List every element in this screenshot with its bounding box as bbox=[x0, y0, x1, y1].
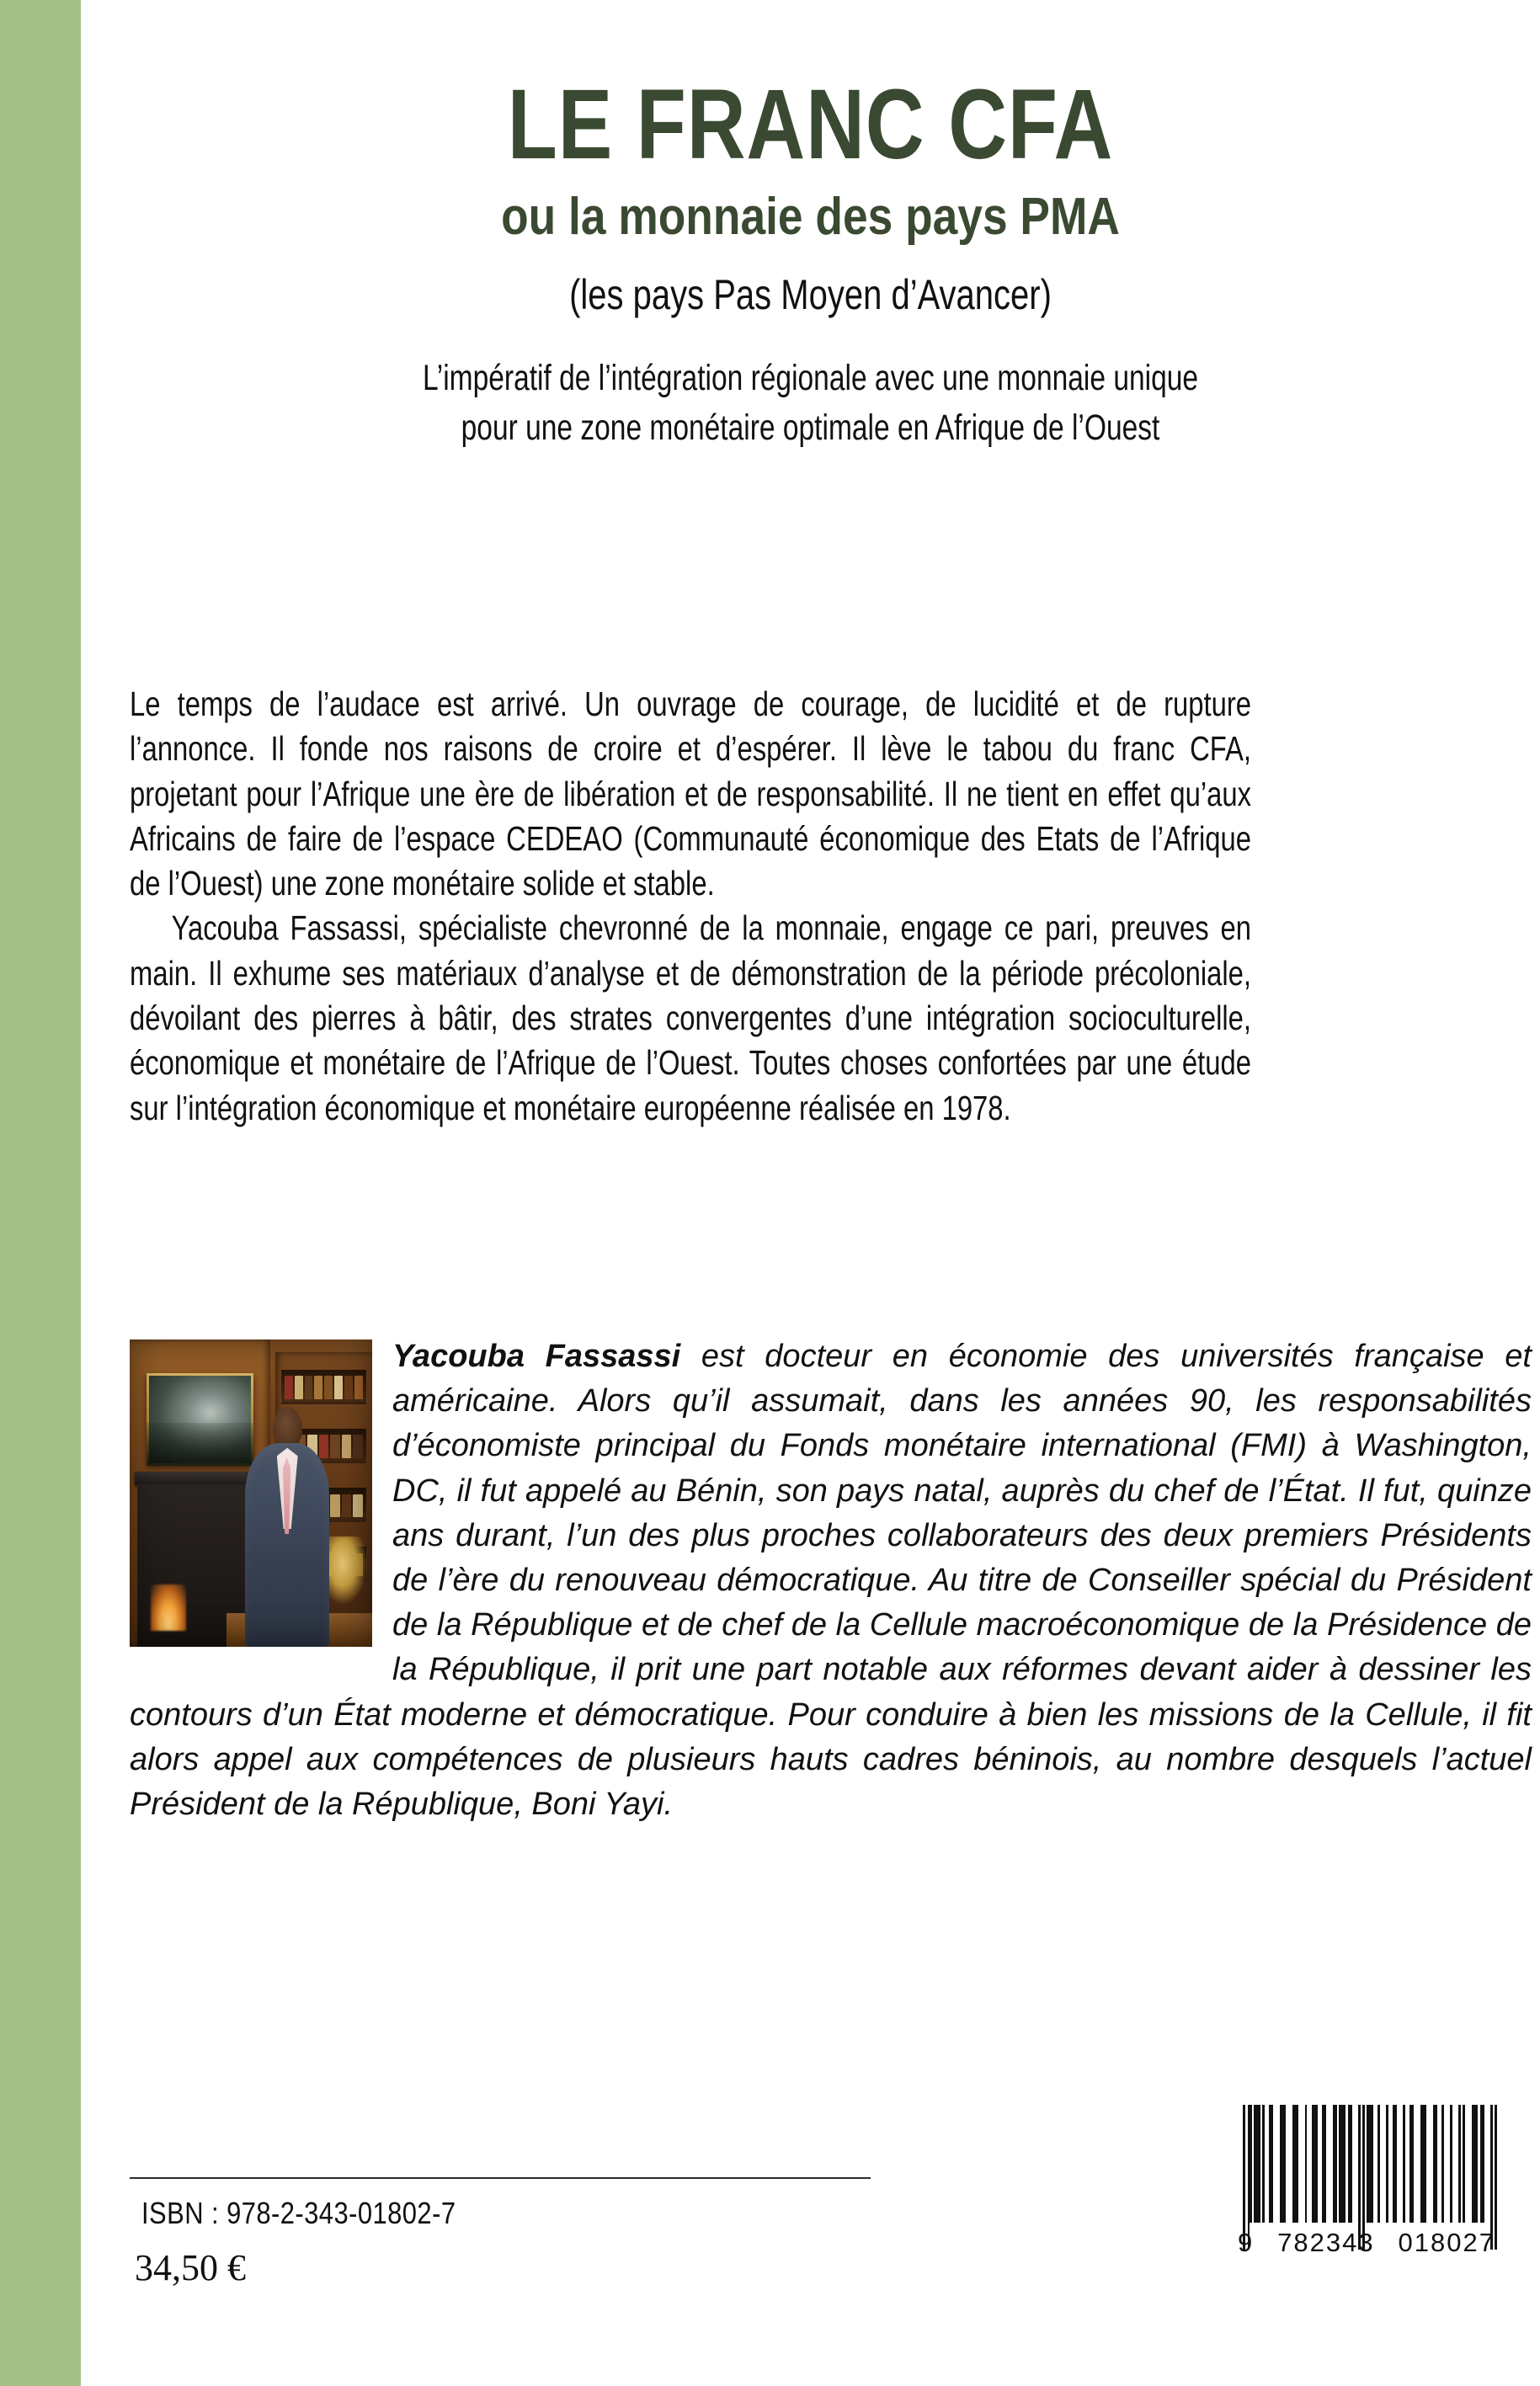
price-text: 34,50 € bbox=[135, 2247, 246, 2288]
blurb-paragraph-1: Le temps de l’audace est arrivé. Un ouvrage de courage, de lucidité et de rupture l’annonce. Il fonde nos raisons de croire et d’espérer. Il lève le tabou du franc CFA, projetant pour l’Afrique une ère de libération et de responsabilité. Il ne tient en effet qu’aux Africains de faire de l’espace CEDEAO (Communauté économique des Etats de l’Afrique de l’Ouest) une zone monétaire solide et stable. bbox=[130, 684, 1251, 903]
book-tagline bbox=[242, 354, 1380, 454]
title-block bbox=[81, 69, 1540, 453]
footer-divider bbox=[130, 2177, 871, 2179]
isbn-text: ISBN : 978-2-343-01802-7 bbox=[141, 2196, 456, 2230]
photo-books-group bbox=[285, 1376, 363, 1399]
photo-fire-glow bbox=[151, 1584, 185, 1630]
barcode-digits bbox=[1236, 2228, 1497, 2258]
blurb-paragraph-2: Yacouba Fassassi, spécialiste chevronné de la monnaie, engage ce pari, preuves en main. Il exhume ses matériaux d’analyse et de démonstration de la période précoloniale, dévoilant des pierres à bâtir, des strates convergentes d’une intégration socioculturelle, économique et monétaire de l’Afrique de l’Ouest. Toutes choses confortées par une étude sur l’intégration économique et monétaire européenne réalisée en 1978. bbox=[130, 908, 1252, 1127]
back-cover-blurb bbox=[130, 682, 1251, 1131]
author-photo bbox=[130, 1339, 372, 1647]
ean13-barcode bbox=[1236, 2105, 1497, 2286]
author-name: Yacouba Fassassi bbox=[392, 1339, 681, 1374]
barcode-group-1: 782343 bbox=[1277, 2228, 1375, 2257]
photo-bookshelf-row bbox=[281, 1370, 366, 1405]
book-main-title: LE FRANC CFA bbox=[507, 69, 1114, 180]
tagline-line-1: L’impératif de l’intégration régionale avec une monnaie unique bbox=[422, 357, 1199, 398]
photo-author-head bbox=[273, 1407, 302, 1447]
barcode-digit-left: 9 bbox=[1238, 2228, 1255, 2257]
author-bio-body: est docteur en économie des universités française et américaine. Alors qu’il assumait, dans les années 90, les responsabilités d’économiste principal du Fonds monétaire international (FMI) à Washington, DC, il fut appelé au Bénin, son pays natal, auprès du chef de l’État. Il fut, quinze ans durant, l’un des plus proches collaborateurs des deux premiers Présidents de l’ère du renouveau démocratique. Au titre de Conseiller spécial du Président de la République et de chef de la Cellule macroéconomique de la Présidence de la République, il prit une part notable aux réformes devant aider à dessiner les contours d’un État moderne et démocratique. Pour conduire à bien les missions de la Cellule, il fit alors appel aux compétences de plusieurs hauts cadres béninois, au nombre desquels l’actuel Président de la République, Boni Yayi. bbox=[130, 1339, 1532, 1822]
book-subtitle: ou la monnaie des pays PMA bbox=[501, 188, 1120, 247]
book-parenthetical-subtitle: (les pays Pas Moyen d’Avancer) bbox=[569, 270, 1052, 318]
spine-color-strip bbox=[0, 0, 81, 2386]
photo-painting-frame bbox=[147, 1373, 253, 1466]
tagline-line-2: pour une zone monétaire optimale en Afrique de l’Ouest bbox=[461, 407, 1160, 448]
photo-author-figure bbox=[243, 1407, 331, 1647]
cover-content-area bbox=[81, 0, 1540, 2386]
barcode-group-2: 018027 bbox=[1398, 2228, 1495, 2257]
photo-landscape-painting bbox=[149, 1376, 251, 1463]
author-bio-block bbox=[130, 1334, 1532, 1827]
